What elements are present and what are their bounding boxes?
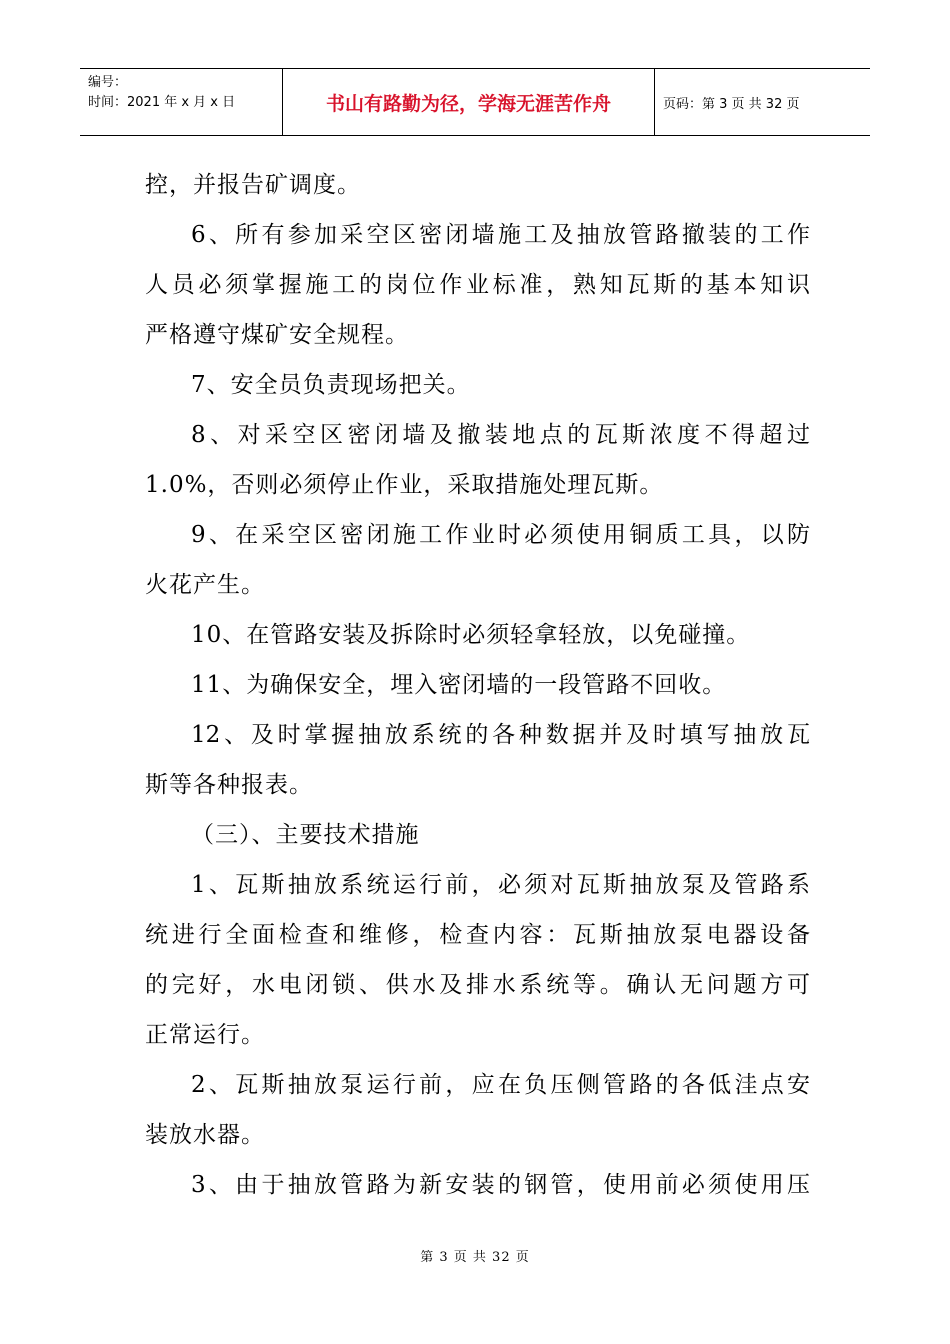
header-page-info: 页码：第 3 页 共 32 页 — [663, 96, 800, 112]
text-line: 统进行全面检查和维修，检查内容：瓦斯抽放泵电器设备 — [145, 922, 810, 948]
document-number-label: 编号： — [88, 75, 128, 90]
text-line: 火花产生。 — [145, 572, 265, 598]
text-line: 人员必须掌握施工的岗位作业标准，熟知瓦斯的基本知识 — [145, 272, 810, 298]
text-line: 控，并报告矿调度。 — [145, 172, 361, 198]
text-line: 11、为确保安全，埋入密闭墙的一段管路不回收。 — [191, 672, 727, 698]
text-line: 的完好，水电闭锁、供水及排水系统等。确认无问题方可 — [145, 972, 810, 998]
text-line: 正常运行。 — [145, 1022, 265, 1048]
text-line: 9、在采空区密闭施工作业时必须使用铜质工具，以防 — [191, 522, 810, 548]
text-line: 10、在管路安装及拆除时必须轻拿轻放，以免碰撞。 — [191, 622, 751, 648]
page-footer: 第 3 页 共 32 页 — [420, 1250, 530, 1265]
text-line: 斯等各种报表。 — [145, 772, 313, 798]
header-motto: 书山有路勤为径，学海无涯苦作舟 — [283, 69, 655, 135]
page-header — [80, 68, 870, 136]
text-line: 12、及时掌握抽放系统的各种数据并及时填写抽放瓦 — [191, 722, 810, 748]
text-line: （三）、主要技术措施 — [191, 822, 420, 848]
text-line: 严格遵守煤矿安全规程。 — [145, 322, 409, 348]
text-line: 8、对采空区密闭墙及撤装地点的瓦斯浓度不得超过 — [191, 422, 810, 448]
text-line: 1.0%，否则必须停止作业，采取措施处理瓦斯。 — [145, 472, 664, 498]
document-time-label: 时间：2021 年 x 月 x 日 — [88, 95, 236, 110]
header-meta — [80, 69, 283, 135]
text-line: 2、瓦斯抽放泵运行前，应在负压侧管路的各低洼点安 — [191, 1072, 810, 1098]
text-line: 7、安全员负责现场把关。 — [191, 372, 471, 398]
document-body — [145, 160, 810, 1210]
text-line: 3、由于抽放管路为新安装的钢管，使用前必须使用压 — [191, 1172, 810, 1198]
text-line: 1、瓦斯抽放系统运行前，必须对瓦斯抽放泵及管路系 — [191, 872, 810, 898]
text-line: 装放水器。 — [145, 1122, 265, 1148]
text-line: 6、所有参加采空区密闭墙施工及抽放管路撤装的工作 — [191, 222, 810, 248]
